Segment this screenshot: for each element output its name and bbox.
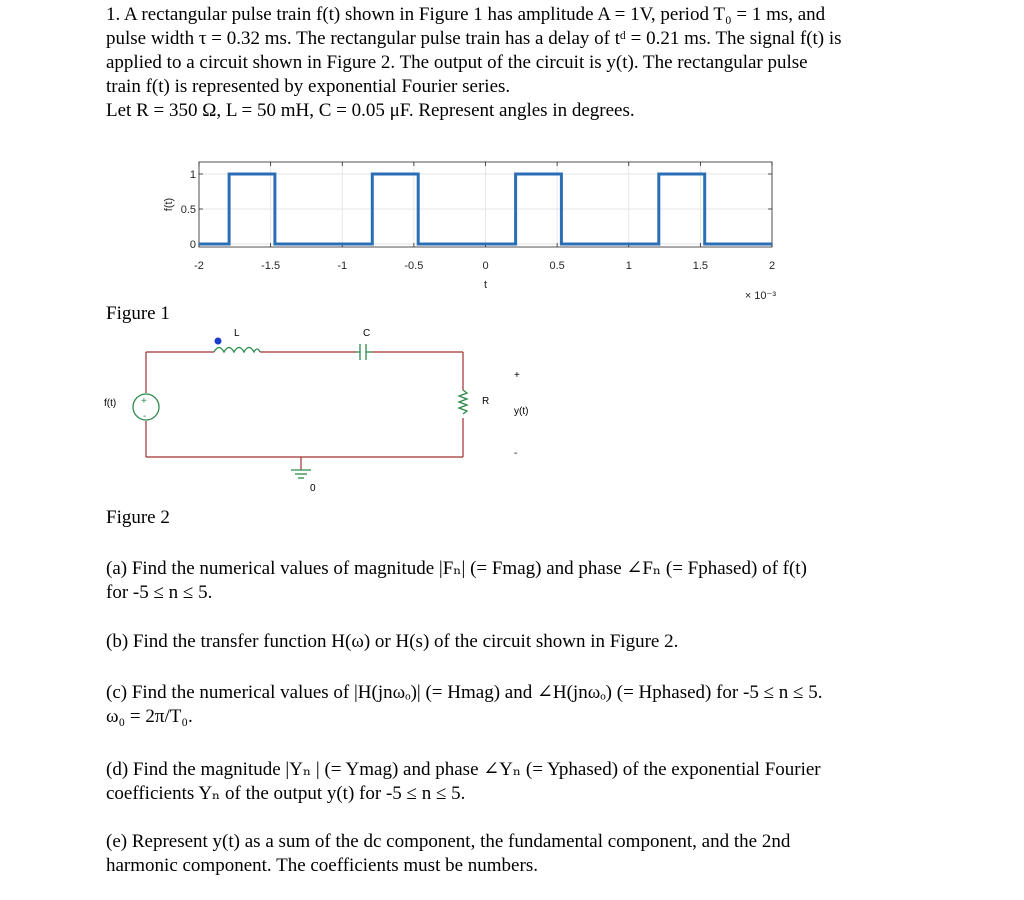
part-b — [106, 630, 986, 654]
part-e — [106, 830, 986, 878]
part-a-line: for -5 ≤ n ≤ 5. — [106, 582, 213, 603]
inductor-label: L — [234, 328, 240, 339]
intro-line: pulse width τ = 0.32 ms. The rectangular pulse train has a delay of tᵈ = 0.21 ms. The signal f(t) is — [106, 28, 842, 49]
source-minus: - — [143, 411, 147, 422]
circuit-wires — [146, 352, 463, 470]
x-axis-label: t — [483, 279, 488, 291]
y-axis-label: f(t) — [163, 197, 175, 212]
resistor — [459, 390, 467, 414]
part-c-line: ω₀ = 2π/T₀. — [106, 706, 193, 727]
part-c — [106, 681, 1006, 729]
part-d — [106, 758, 986, 806]
figure-2-label: Figure 2 — [106, 507, 170, 528]
x-tick-label: 1 — [625, 260, 632, 272]
output-plus: + — [514, 370, 520, 381]
source-label: f(t) — [104, 398, 117, 409]
source-plus: + — [141, 396, 147, 407]
x-multiplier-label: × 10⁻³ — [744, 290, 776, 302]
part-a-line: (a) Find the numerical values of magnitude |Fₙ| (= Fmag) and phase ∠Fₙ (= Fphased) of f(t) — [106, 558, 807, 579]
part-e-line: harmonic component. The coefficients must be numbers. — [106, 855, 538, 876]
ground-label: 0 — [310, 483, 316, 494]
x-tick-label: 0 — [482, 260, 489, 272]
resistor-label: R — [482, 396, 490, 407]
intro-line: 1. A rectangular pulse train f(t) shown in Figure 1 has amplitude A = 1V, period T₀ = 1 ms, and — [106, 4, 826, 25]
x-tick-label: -2 — [194, 260, 204, 272]
part-b-line: (b) Find the transfer function H(ω) or H(s) of the circuit shown in Figure 2. — [106, 631, 679, 652]
x-tick-label: 2 — [768, 260, 776, 272]
x-tick-label: 0.5 — [549, 260, 565, 272]
capacitor — [356, 344, 372, 360]
intro-line: applied to a circuit shown in Figure 2. The output of the circuit is y(t). The rectangular pulse — [106, 52, 808, 73]
x-tick-label: 1.5 — [692, 260, 709, 272]
y-tick-label: 0.5 — [180, 204, 196, 216]
intro-line: Let R = 350 Ω, L = 50 mH, C = 0.05 μF. Represent angles in degrees. — [106, 100, 635, 121]
part-d-line: (d) Find the magnitude |Yₙ | (= Ymag) and phase ∠Yₙ (= Yphased) of the exponential Fourier — [106, 759, 821, 780]
output-label: y(t) — [514, 406, 529, 417]
x-tick-label: -1 — [337, 260, 348, 272]
capacitor-label: C — [363, 328, 371, 339]
part-e-line: (e) Represent y(t) as a sum of the dc component, the fundamental component, and the 2nd — [106, 831, 791, 852]
intro-line: train f(t) is represented by exponential Fourier series. — [106, 76, 511, 97]
part-a — [106, 557, 986, 605]
figure-1-label: Figure 1 — [106, 303, 170, 324]
x-tick-label: -0.5 — [404, 260, 424, 272]
inductor-dot — [215, 338, 222, 345]
ground-symbol — [291, 470, 311, 478]
y-tick-label: 1 — [189, 169, 196, 181]
inductor — [214, 348, 260, 353]
y-tick-label: 0 — [189, 239, 196, 251]
x-tick-label: -1.5 — [261, 260, 281, 272]
part-c-line: (c) Find the numerical values of |H(jnωₒ)| (= Hmag) and ∠H(jnωₒ) (= Hphased) for -5 ≤ n ≤ 5. — [106, 682, 823, 703]
part-d-line: coefficients Yₙ of the output y(t) for -5 ≤ n ≤ 5. — [106, 783, 466, 804]
output-minus: - — [514, 448, 518, 459]
